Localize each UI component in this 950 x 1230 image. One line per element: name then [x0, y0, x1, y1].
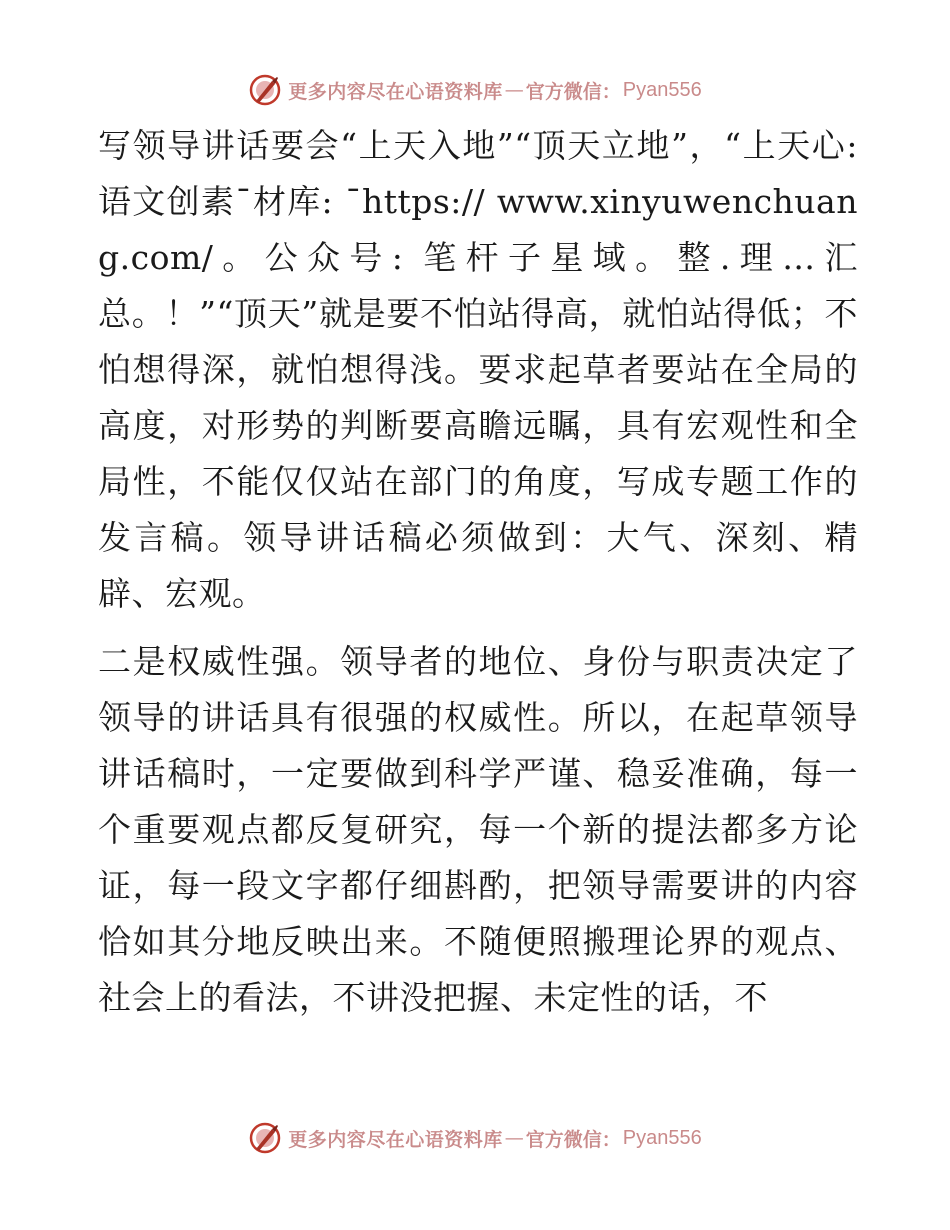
- watermark-wechat-id: Pyan556: [622, 1126, 702, 1149]
- paragraph-1: 写领导讲话要会“上天入地”“顶天立地”，“上天心:语文创素¯材库: ¯https:// www.xinyuwenchuang.com/。公众号: 笔杆子星域。整.理…汇总。！”“顶天”就是要不怕站得高，就怕站得低；不怕想得深，就怕想得浅。要求起草者要站在全局的高度，对形势的判断要高瞻远瞩，具有宏观性和全局性，不能仅仅站在部门的角度，写成专题工作的发言稿。领导讲话稿必须做到：大气、深刻、精辟、宏观。: [98, 126, 858, 613]
- watermark-wechat-label: 官方微信：: [525, 80, 621, 103]
- watermark-group: [248, 73, 702, 107]
- document-body: [98, 118, 858, 1026]
- watermark-header: [0, 70, 950, 110]
- watermark-wechat-label: 官方微信：: [525, 1128, 621, 1151]
- watermark-text: 更多内容尽在心语资料库: [288, 80, 503, 103]
- watermark-separator: —: [504, 1127, 524, 1149]
- paragraph-2: 二是权威性强。领导者的地位、身份与职责决定了领导的讲话具有很强的权威性。所以，在起草领导讲话稿时，一定要做到科学严谨、稳妥准确，每一个重要观点都反复研究，每一个新的提法都多方论证，每一段文字都仔细斟酌，把领导需要讲的内容恰如其分地反映出来。不随便照搬理论界的观点、社会上的看法，不讲没把握、未定性的话，不: [98, 642, 858, 1017]
- pen-logo-icon: [248, 1121, 282, 1155]
- watermark-group: [248, 1121, 702, 1155]
- watermark-wechat-id: Pyan556: [622, 78, 702, 101]
- watermark-footer: [0, 1118, 950, 1158]
- watermark-separator: —: [504, 79, 524, 101]
- watermark-text: 更多内容尽在心语资料库: [288, 1128, 503, 1151]
- pen-logo-icon: [248, 73, 282, 107]
